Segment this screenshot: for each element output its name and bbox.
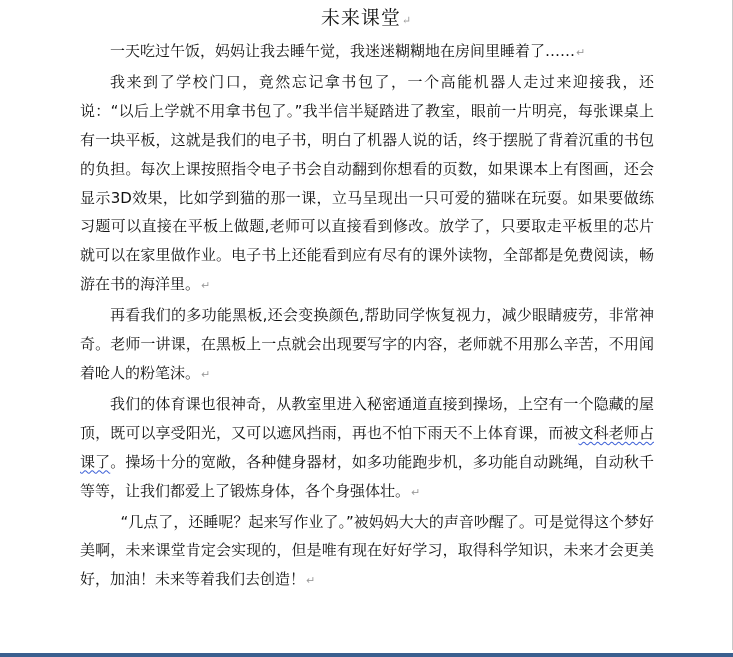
paragraph-text: “几点了，还睡呢？起来写作业了。”被妈妈大大的声音吵醒了。可是觉得这个梦好美啊，未来课堂肯定会实现的，但是唯有现在好好学习，取得科学知识，未来才会更美好，加油！未来等着我们去创造！ <box>80 512 654 589</box>
document-body[interactable] <box>80 37 654 596</box>
paragraph-mark-icon: ↵ <box>401 14 413 27</box>
paragraph-text: 我来到了学校门口，竟然忘记拿书包了，一个高能机器人走过来迎接我，还说：“以后上学就不用拿书包了。”我半信半疑踏进了教室，眼前一片明亮，每张课桌上有一块平板，这就是我们的电子书，明白了机器人说的话，终于摆脱了背着沉重的书包的负担。每次上课按照指令电子书会自动翻到你想看的页数，如果课本上有图画，还会显示3D效果，比如学到猫的那一课，立马呈现出一只可爱的猫咪在玩耍。如果要做练习题可以直接在平板上做题,老师可以直接看到修改。放学了，只要取走平板里的芯片就可以在家里做作业。电子书上还能看到应有尽有的课外读物，全部都是免费阅读，畅游在书的海洋里。 <box>80 72 654 294</box>
paragraph-4[interactable] <box>80 390 654 508</box>
paragraph-3[interactable] <box>80 301 654 390</box>
paragraph-5[interactable] <box>80 508 654 597</box>
window-bottom-bar <box>0 653 733 657</box>
paragraph-text-before: 我们的体育课也很神奇，从教室里进入秘密通道直接到操场，上空有一个隐藏的屋顶，既可以享受阳光，又可以遮风挡雨，再也不怕下雨天不上体育课，而被 <box>80 394 654 442</box>
paragraph-1[interactable] <box>80 37 654 68</box>
paragraph-text: 再看我们的多功能黑板,还会变换颜色,帮助同学恢复视力，减少眼睛疲劳，非常神奇。老师一讲课，在黑板上一点就会出现要写字的内容，老师就不用那么辛苦，不用闻着呛人的粉笔沫。 <box>80 306 654 382</box>
paragraph-mark-icon: ↵ <box>306 574 316 588</box>
grammar-flagged-text[interactable]: 文科老师占课了 <box>80 423 654 471</box>
document-title[interactable] <box>0 6 733 33</box>
paragraph-mark-icon: ↵ <box>411 485 421 499</box>
paragraph-mark-icon: ↵ <box>576 46 586 59</box>
paragraph-text: 一天吃过午饭，妈妈让我去睡午觉，我迷迷糊糊地在房间里睡着了…… <box>110 42 576 60</box>
paragraph-mark-icon: ↵ <box>201 279 211 293</box>
paragraph-2[interactable] <box>80 68 654 301</box>
paragraph-mark-icon: ↵ <box>201 367 211 381</box>
title-text: 未来课堂 <box>320 7 401 29</box>
paragraph-text-after: 。操场十分的宽敞，各种健身器材，如多功能跑步机，多功能自动跳绳，自动秋千等等，让我们都爱上了锻炼身体，各个身强体壮。 <box>80 452 654 500</box>
